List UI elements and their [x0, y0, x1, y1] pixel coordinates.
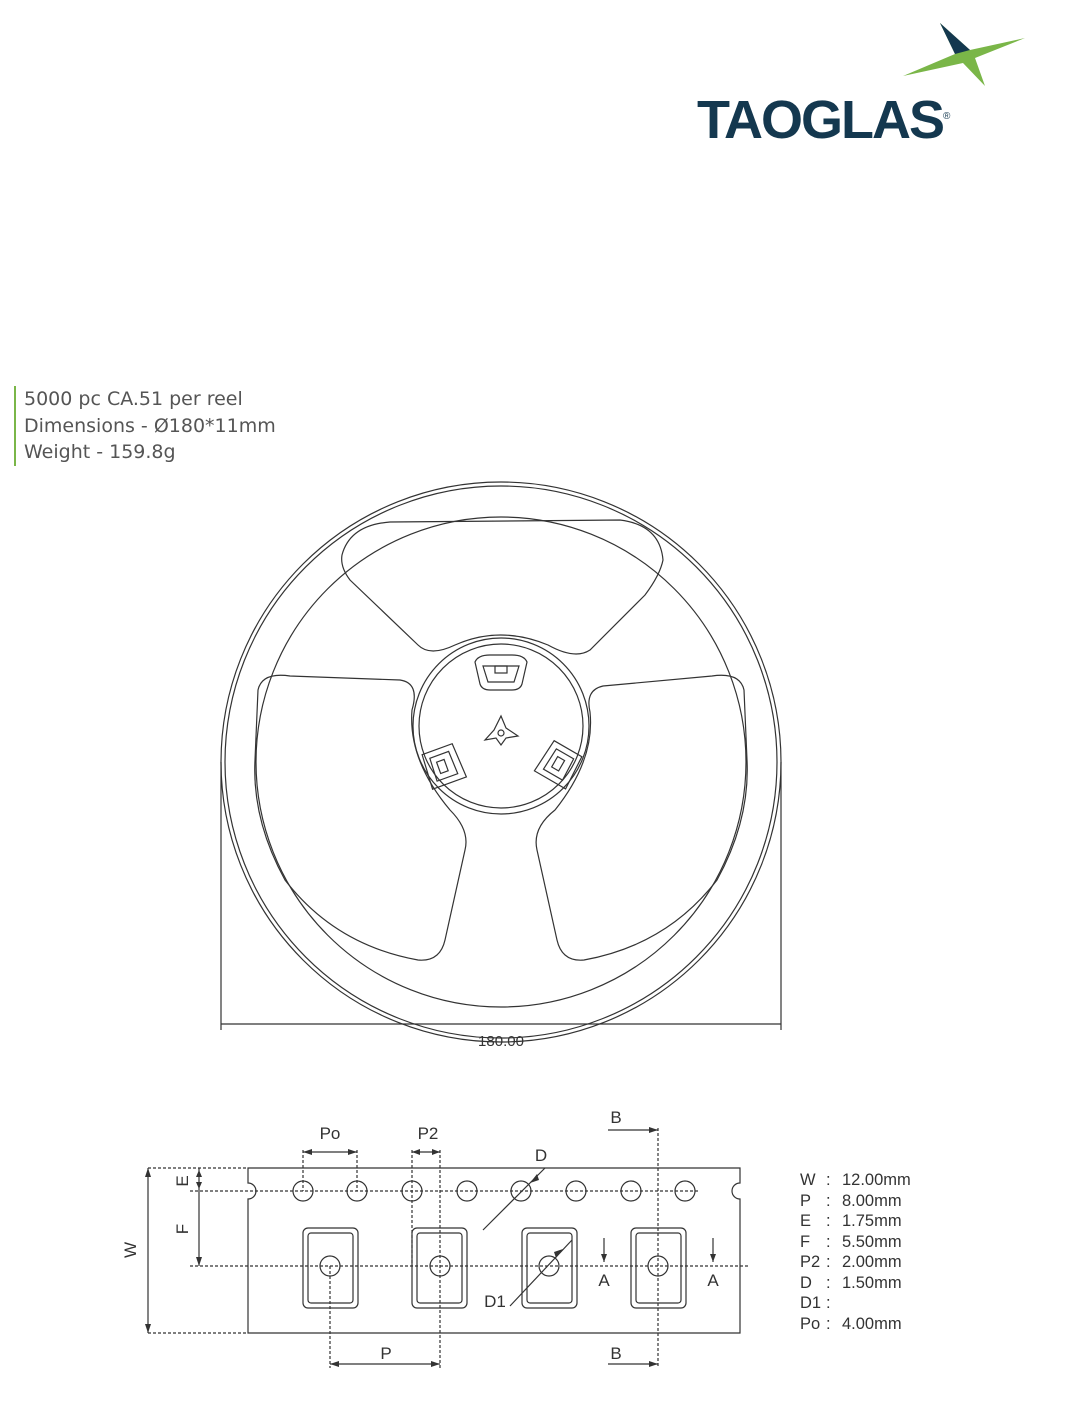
label-b-top: B — [610, 1108, 622, 1127]
tape-spec-list — [800, 1170, 911, 1334]
label-b-bottom: B — [610, 1344, 622, 1363]
label-e: E — [173, 1175, 192, 1187]
label-a-left: A — [598, 1271, 610, 1290]
carrier-tape-drawing — [148, 1128, 750, 1368]
info-line-dimensions: Dimensions - Ø180*11mm — [24, 414, 276, 437]
label-po: Po — [319, 1124, 341, 1143]
label-w: W — [121, 1241, 140, 1259]
reel-diameter-label: 180.00 — [478, 1033, 524, 1050]
spec-row: E : 1.75mm — [800, 1212, 902, 1230]
reel-drawing — [221, 482, 781, 1042]
spec-row: Po : 4.00mm — [800, 1314, 902, 1333]
label-p: P — [380, 1344, 392, 1363]
spec-row: P2 : 2.00mm — [800, 1253, 902, 1271]
label-f: F — [173, 1223, 192, 1235]
spec-row: D : 1.50mm — [800, 1273, 902, 1292]
label-a-right: A — [707, 1271, 719, 1290]
spec-row: P : 8.00mm — [800, 1191, 902, 1210]
info-line-weight: Weight - 159.8g — [24, 441, 176, 463]
label-d1: D1 — [484, 1292, 506, 1311]
brand-name: TAOGLAS® — [697, 90, 949, 150]
label-p2: P2 — [417, 1124, 439, 1143]
label-d: D — [534, 1146, 548, 1165]
spec-row: D1 : — [800, 1294, 831, 1312]
spec-row: W : 12.00mm — [800, 1171, 911, 1189]
spec-row: F : 5.50mm — [800, 1232, 902, 1251]
dimension-arrowheads — [145, 1127, 716, 1367]
info-line-quantity: 5000 pc CA.51 per reel — [24, 388, 243, 410]
